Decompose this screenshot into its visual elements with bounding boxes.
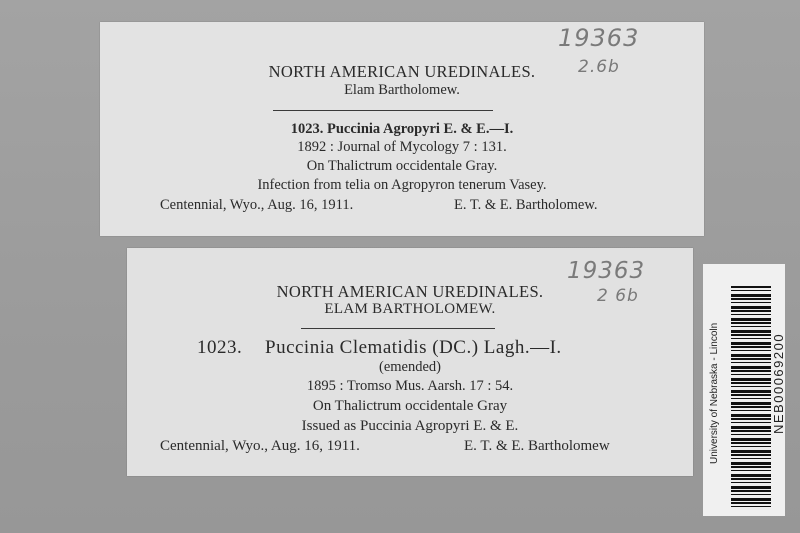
reference-line: 1895 : Tromso Mus. Aarsh. 17 : 54. (306, 378, 514, 394)
institution-name: University of Nebraska - Lincoln (709, 322, 720, 464)
issued-line: Issued as Puccinia Agropyri E. & E. (301, 418, 519, 434)
handwritten-code: 2.6b (578, 57, 620, 77)
collectors-line: E. T. & E. Bartholomew (464, 438, 610, 454)
handwritten-number: 19363 (558, 24, 640, 52)
note-line: Infection from telia on Agropyron tenerum Vasey. (257, 177, 547, 193)
species-line: Puccinia Clematidis (DC.) Lagh.—I. (265, 337, 562, 358)
locality-line: Centennial, Wyo., Aug. 16, 1911. (160, 438, 360, 454)
emended-note: (emended) (379, 359, 441, 375)
barcode-number: NEB00069200 (771, 332, 786, 434)
series-title: NORTH AMERICAN UREDINALES. (276, 282, 544, 301)
handwritten-code: 2 6b (597, 286, 639, 306)
host-line: On Thalictrum occidentale Gray (312, 398, 508, 414)
locality-line: Centennial, Wyo., Aug. 16, 1911. (160, 197, 354, 213)
specimen-label-bottom (127, 248, 693, 476)
barcode-card (703, 264, 785, 516)
collectors-line: E. T. & E. Bartholomew. (454, 197, 598, 213)
handwritten-number: 19363 (567, 258, 646, 284)
divider-rule (273, 110, 493, 111)
species-number: 1023. (197, 337, 243, 358)
species-line: 1023. Puccinia Agropyri E. & E.—I. (290, 121, 514, 137)
barcode-bars (731, 286, 771, 508)
divider-rule (301, 328, 495, 329)
reference-line: 1892 : Journal of Mycology 7 : 131. (297, 139, 507, 155)
host-line: On Thalictrum occidentale Gray. (306, 158, 498, 174)
series-title: NORTH AMERICAN UREDINALES. (268, 62, 536, 81)
specimen-label-top (100, 22, 704, 236)
collector-name: Elam Bartholomew. (344, 82, 460, 98)
collector-name: ELAM BARTHOLOMEW. (324, 301, 496, 317)
